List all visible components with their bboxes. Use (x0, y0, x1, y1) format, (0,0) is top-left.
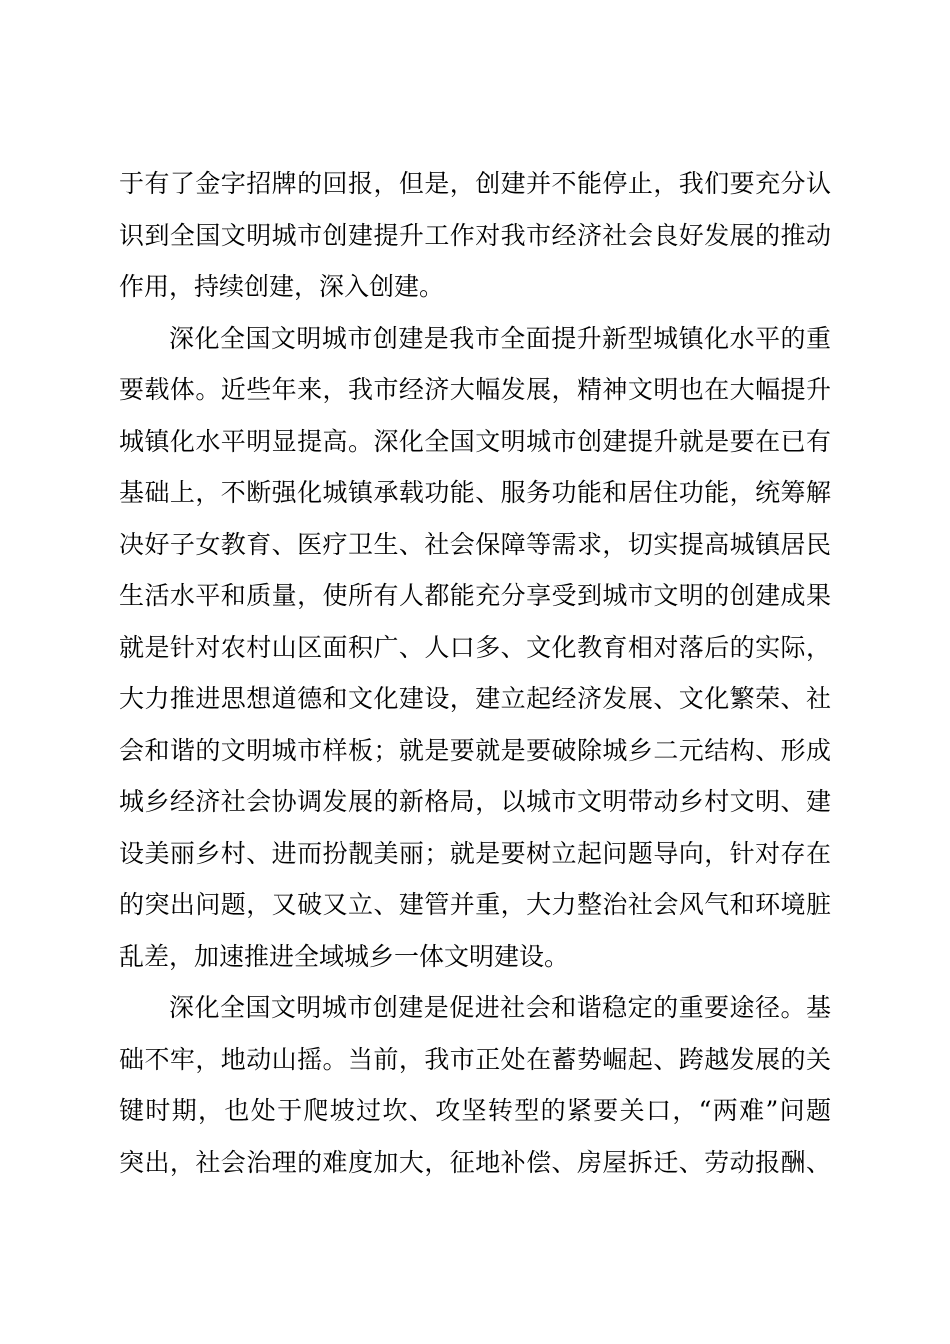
text-line: 城乡经济社会协调发展的新格局，以城市文明带动乡村文明、建 (119, 787, 831, 816)
text-line: 要载体。近些年来，我市经济大幅发展，精神文明也在大幅提升 (119, 375, 831, 404)
text-line: 作用，持续创建，深入创建。 (119, 272, 445, 301)
text-line: 于有了金字招牌的回报，但是，创建并不能停止，我们要充分认 (119, 169, 831, 198)
text-line: 础不牢，地动山摇。当前，我市正处在蓄势崛起、跨越发展的关 (119, 1044, 831, 1074)
text-line: 深化全国文明城市创建是促进社会和谐稳定的重要途径。基 (169, 993, 831, 1022)
text-line: 大力推进思想道德和文化建设，建立起经济发展、文化繁荣、社 (119, 684, 831, 713)
text-line: 键时期，也处于爬坡过坎、攻坚转型的紧要关口，“两难”问题 (119, 1096, 831, 1125)
text-line: 深化全国文明城市创建是我市全面提升新型城镇化水平的重 (169, 323, 831, 353)
paragraph-1 (119, 158, 831, 313)
text-line: 城镇化水平明显提高。深化全国文明城市创建提升就是要在已有 (119, 426, 831, 456)
text-line: 乱差，加速推进全域城乡一体文明建设。 (119, 941, 570, 971)
text-line: 突出，社会治理的难度加大，征地补偿、房屋拆迁、劳动报酬、 (119, 1147, 831, 1177)
text-line: 会和谐的文明城市样板；就是要就是要破除城乡二元结构、形成 (119, 735, 831, 765)
text-line: 生活水平和质量，使所有人都能充分享受到城市文明的创建成果 (119, 581, 831, 610)
text-line: 的突出问题，又破又立、建管并重，大力整治社会风气和环境脏 (119, 890, 831, 919)
text-line: 就是针对农村山区面积广、人口多、文化教育相对落后的实际， (119, 632, 831, 662)
body-text (119, 158, 831, 1188)
text-line: 设美丽乡村、进而扮靓美丽；就是要树立起问题导向，针对存在 (119, 838, 831, 868)
text-line: 基础上，不断强化城镇承载功能、服务功能和居住功能，统筹解 (119, 478, 831, 507)
text-line: 决好子女教育、医疗卫生、社会保障等需求，切实提高城镇居民 (119, 529, 831, 559)
paragraph-2 (119, 313, 831, 983)
paragraph-3 (119, 982, 831, 1188)
text-line: 识到全国文明城市创建提升工作对我市经济社会良好发展的推动 (119, 220, 831, 250)
